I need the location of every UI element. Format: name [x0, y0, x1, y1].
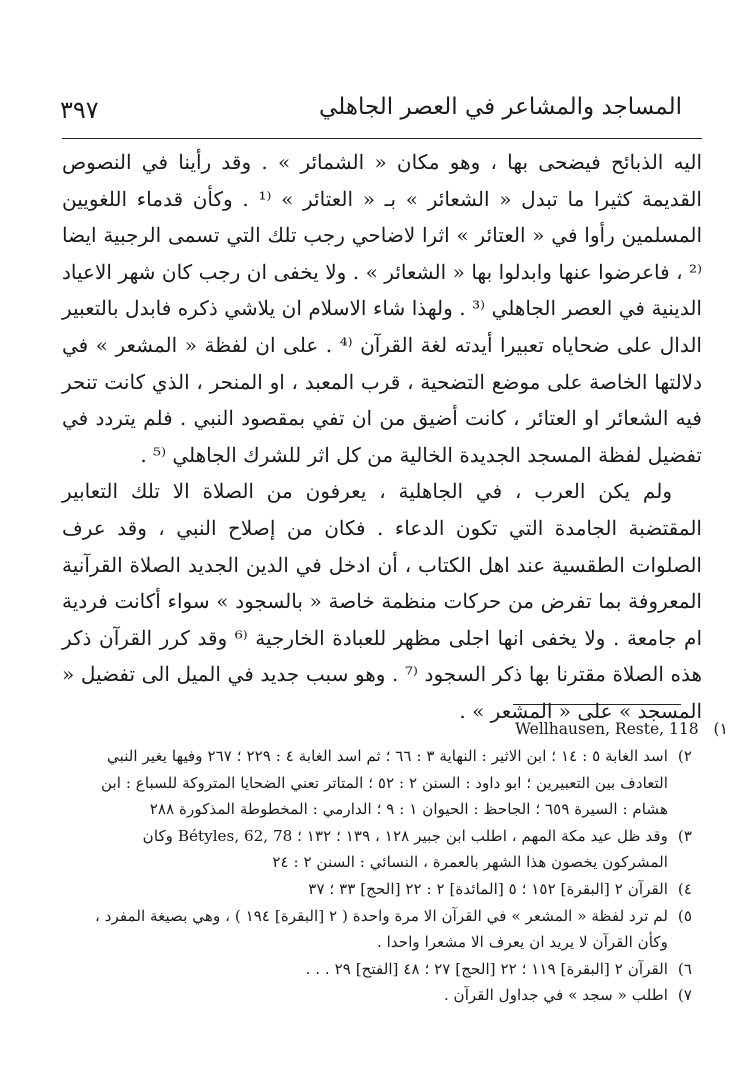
running-title: المساجد والمشاعر في العصر الجاهلي [319, 94, 682, 120]
footnote-number: ٤) [677, 879, 692, 898]
paragraph: ولم يكن العرب ، في الجاهلية ، يعرفون من الصلاة الا تلك التعابير المقتضبة الجامدة التي تكون الدعاء . فكان من إصلاح النبي ، وقد عرف الصلوات الطقسية عند اهل الكتاب ، أن ادخل في الدين الجديد الصلاة القرآنية المعروفة بما تفرض من حركات منظمة خاصة « بالسجود » سواء أكانت فردية ام جامعة . ولا يخفى انها اجلى مظهر للعبادة الخارجية ⁽⁶ وقد كرر القرآن ذكر هذه الصلاة مقترنا بها ذكر السجود ⁽⁷ . وهو سبب جديد في الميل الى تفضيل « المسجد » على « المشعر » . [62, 479, 703, 723]
footnote-number: ٧) [677, 986, 692, 1005]
footnote-text: القرآن ٢ [البقرة] ١١٩ ؛ ٢٢ [الحج] ٢٧ ؛ ٤٨ [الفتح] ٢٩ . . . [305, 959, 668, 978]
page-header [60, 92, 700, 136]
footnote-3 [92, 823, 692, 876]
body-text [62, 144, 702, 730]
footnote-6 [92, 956, 692, 983]
footnote-number: ٥) [677, 906, 692, 925]
footnote-text: وقد ظل عيد مكة المهم ، اطلب ابن جبير ١٢٨ ، ١٣٩ ؛ ١٣٢ ؛ Bétyles, 62, 78 وكان المشركون يخصون هذا الشهر بالعمرة ، النسائي : السنن ٢ : ٢٤ [142, 826, 668, 872]
paragraph: اليه الذبائح فيضحى بها ، وهو مكان « الشمائر » . وقد رأينا في النصوص القديمة كثيرا ما تبدل « الشعائر » بـ « العتائر » ⁽¹ . وكأن قدماء اللغويين المسلمين رأوا في « العتائر » اثرا لاضاحي رجب تلك التي تسمى الرجبية ايضا ⁽² ، فاعرضوا عنها وابدلوا بها « الشعائر » . ولا يخفى ان رجب كان شهر الاعياد الدينية في العصر الجاهلي ⁽³ . ولهذا شاء الاسلام ان يلاشي ذكره فابدل بالتعبير الدال على ضحاياه تعبيرا أيدته لغة القرآن ⁽⁴ . على ان لفظة « المشعر » في دلالتها الخاصة على موضع التضحية ، قرب المعبد ، او المنحر ، الذي كانت تنحر فيه الشعائر او العتائر ، كانت أضيق من ان تفي بمقصود النبي . فلم يتردد في تفضيل لفظة المسجد الجديدة الخالية من كل اثر للشرك الجاهلي ⁽⁵ . [62, 150, 702, 467]
page-number: ٣٩٧ [60, 96, 99, 124]
footnote-number: (١ [713, 720, 728, 738]
footnote-text: اسد الغابة ٥ : ١٤ ؛ ابن الاثير : النهاية ٣ : ٦٦ ؛ ثم اسد الغابة ٤ : ٢٢٩ ؛ ٢٦٧ وفيها يغير النبي التعادف بين التعبيرين ؛ ابو داود : السنن ٢ : ٥٢ ؛ المتاتر تعني الضحايا المتروكة للسباع : ابن هشام : السيرة ٦٥٩ ؛ الجاحظ : الحيوان ١ : ٩ ؛ الدارمي : المخطوطة المذكورة ٢٨٨ [100, 747, 668, 819]
footnote-number: ٢) [677, 747, 692, 765]
header-divider [62, 138, 702, 139]
footnote-7 [92, 982, 692, 1009]
footnote-number: ٦) [677, 959, 692, 978]
footnote-text: اطلب « سجد » في جداول القرآن . [443, 986, 668, 1005]
footnotes [92, 716, 692, 1009]
footnote-2 [92, 743, 692, 823]
footnote-divider [513, 704, 681, 705]
footnote-number: ٣) [677, 826, 692, 845]
footnote-text: القرآن ٢ [البقرة] ١٥٢ ؛ ٥ [المائدة] ٢ : ٢٢ [الحج] ٣٣ ؛ ٣٧ [308, 879, 668, 898]
footnote-5 [92, 903, 692, 956]
footnote-text: Wellhausen, Reste, 118 [515, 720, 699, 738]
footnote-4 [92, 876, 692, 903]
footnote-text: لم ترد لفظة « المشعر » في القرآن الا مرة واحدة ( ٢ [البقرة] ١٩٤ ) ، وهي بصيغة المفرد ، وكأن القرآن لا يريد ان يعرف الا مشعرا واحدا . [94, 906, 668, 952]
